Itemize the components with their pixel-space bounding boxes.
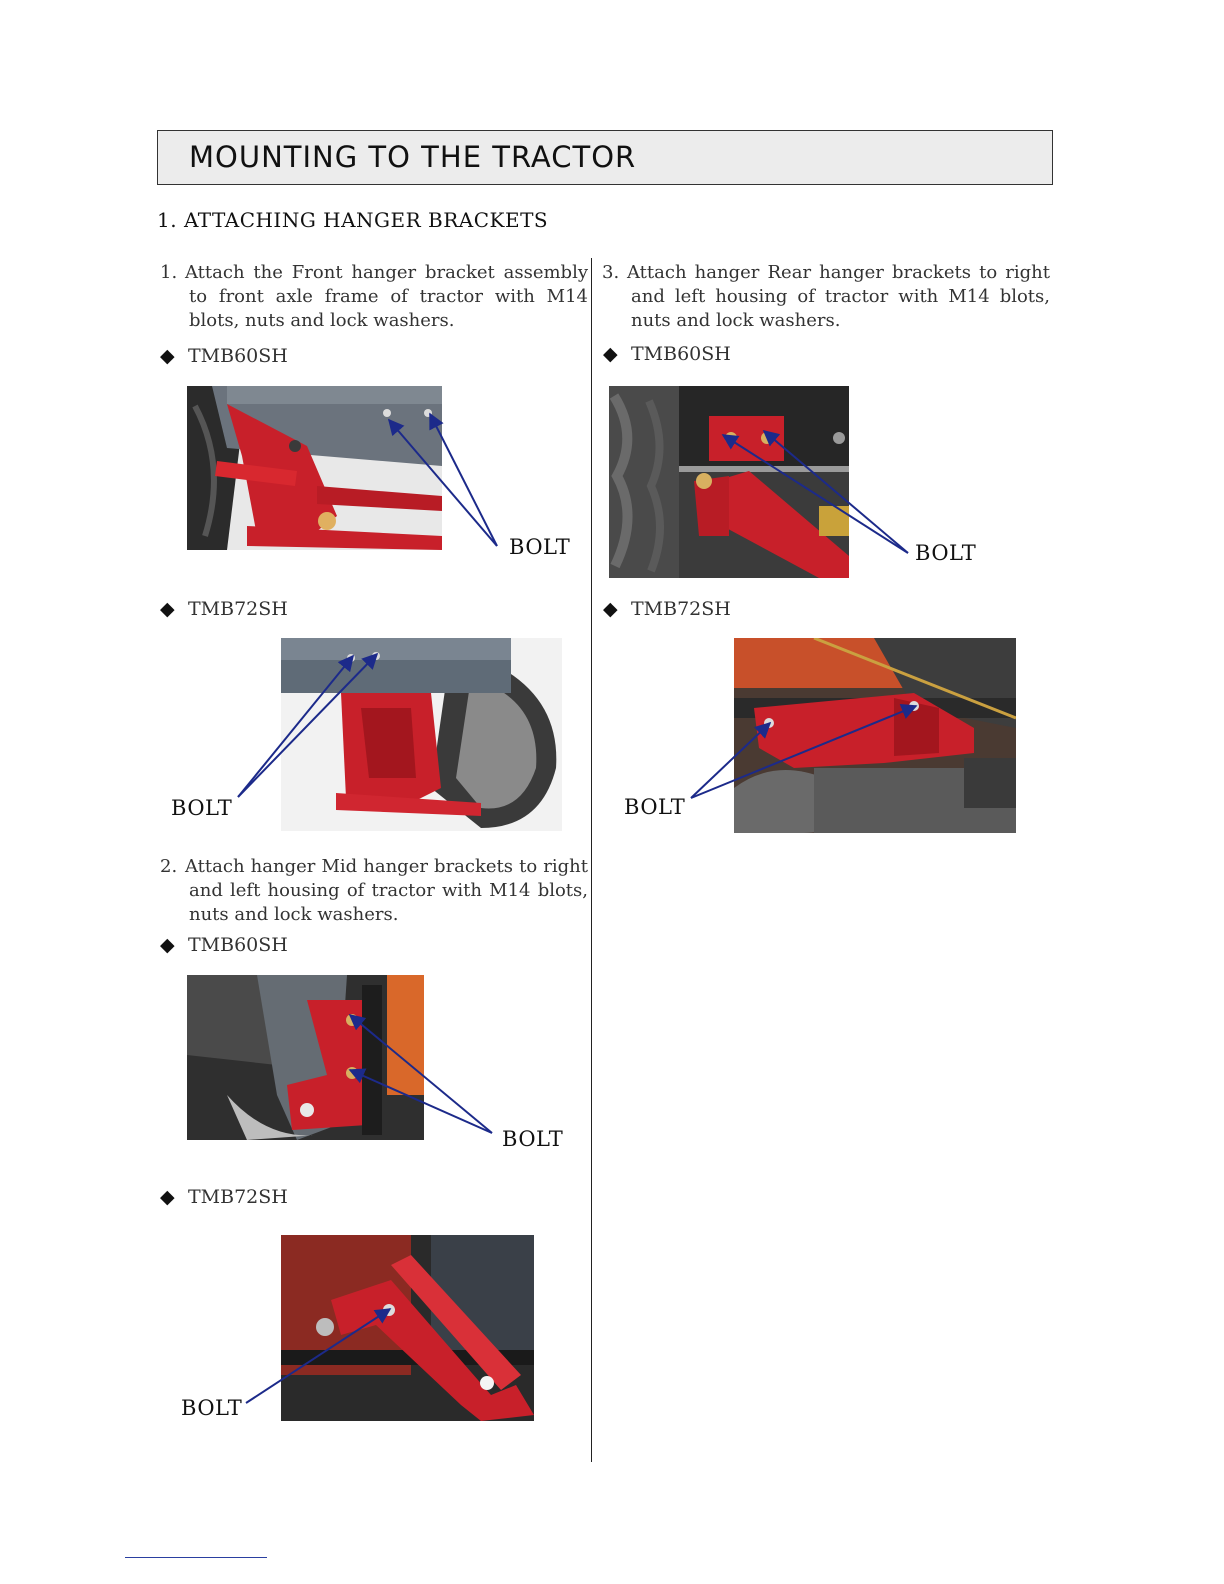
footer-rule (125, 1557, 267, 1558)
step-2-text: Attach hanger Mid hanger brackets to right and left housing of tractor with M14 blots, nuts and lock washers. (185, 856, 588, 925)
diamond-bullet-icon: ◆ (603, 598, 618, 620)
model-label-front-60 (160, 345, 288, 367)
photo-mid-hanger-tmb72sh (281, 1235, 534, 1421)
photo-front-hanger-tmb72sh (281, 638, 562, 831)
section-heading: 1. ATTACHING HANGER BRACKETS (157, 208, 549, 232)
bolt-label-front-60: BOLT (509, 535, 571, 559)
bolt-label-front-72: BOLT (171, 796, 233, 820)
step-2-paragraph (160, 855, 588, 927)
photo-rear-hanger-tmb72sh (734, 638, 1016, 833)
step-3-number: 3. (602, 262, 620, 283)
step-3-text: Attach hanger Rear hanger brackets to right and left housing of tractor with M14 blots, nuts and lock washers. (627, 262, 1050, 331)
model-label-mid-60 (160, 934, 288, 956)
bolt-label-mid-72: BOLT (181, 1396, 243, 1420)
model-label-front-72 (160, 598, 288, 620)
bolt-label-rear-72: BOLT (624, 795, 686, 819)
diamond-bullet-icon: ◆ (160, 345, 175, 367)
bolt-label-mid-60: BOLT (502, 1127, 564, 1151)
model-name: TMB72SH (188, 598, 288, 620)
model-label-rear-72 (603, 598, 731, 620)
model-name: TMB60SH (188, 934, 288, 956)
step-3-paragraph (602, 261, 1050, 333)
model-label-mid-72 (160, 1186, 288, 1208)
diamond-bullet-icon: ◆ (160, 598, 175, 620)
step-1-text: Attach the Front hanger bracket assembly to front axle frame of tractor with M14 blots, nuts and lock washers. (185, 262, 588, 331)
photo-rear-hanger-tmb60sh (609, 386, 849, 578)
diamond-bullet-icon: ◆ (160, 1186, 175, 1208)
diamond-bullet-icon: ◆ (603, 343, 618, 365)
page-title: MOUNTING TO THE TRACTOR (189, 140, 637, 174)
photo-front-hanger-tmb60sh (187, 386, 442, 550)
model-name: TMB60SH (631, 343, 731, 365)
model-label-rear-60 (603, 343, 731, 365)
model-name: TMB72SH (188, 1186, 288, 1208)
step-1-paragraph (160, 261, 588, 333)
title-box (157, 130, 1053, 185)
photo-mid-hanger-tmb60sh (187, 975, 424, 1140)
model-name: TMB72SH (631, 598, 731, 620)
column-divider (591, 258, 592, 1462)
step-1-number: 1. (160, 262, 178, 283)
model-name: TMB60SH (188, 345, 288, 367)
diamond-bullet-icon: ◆ (160, 934, 175, 956)
step-2-number: 2. (160, 856, 178, 877)
bolt-label-rear-60: BOLT (915, 541, 977, 565)
